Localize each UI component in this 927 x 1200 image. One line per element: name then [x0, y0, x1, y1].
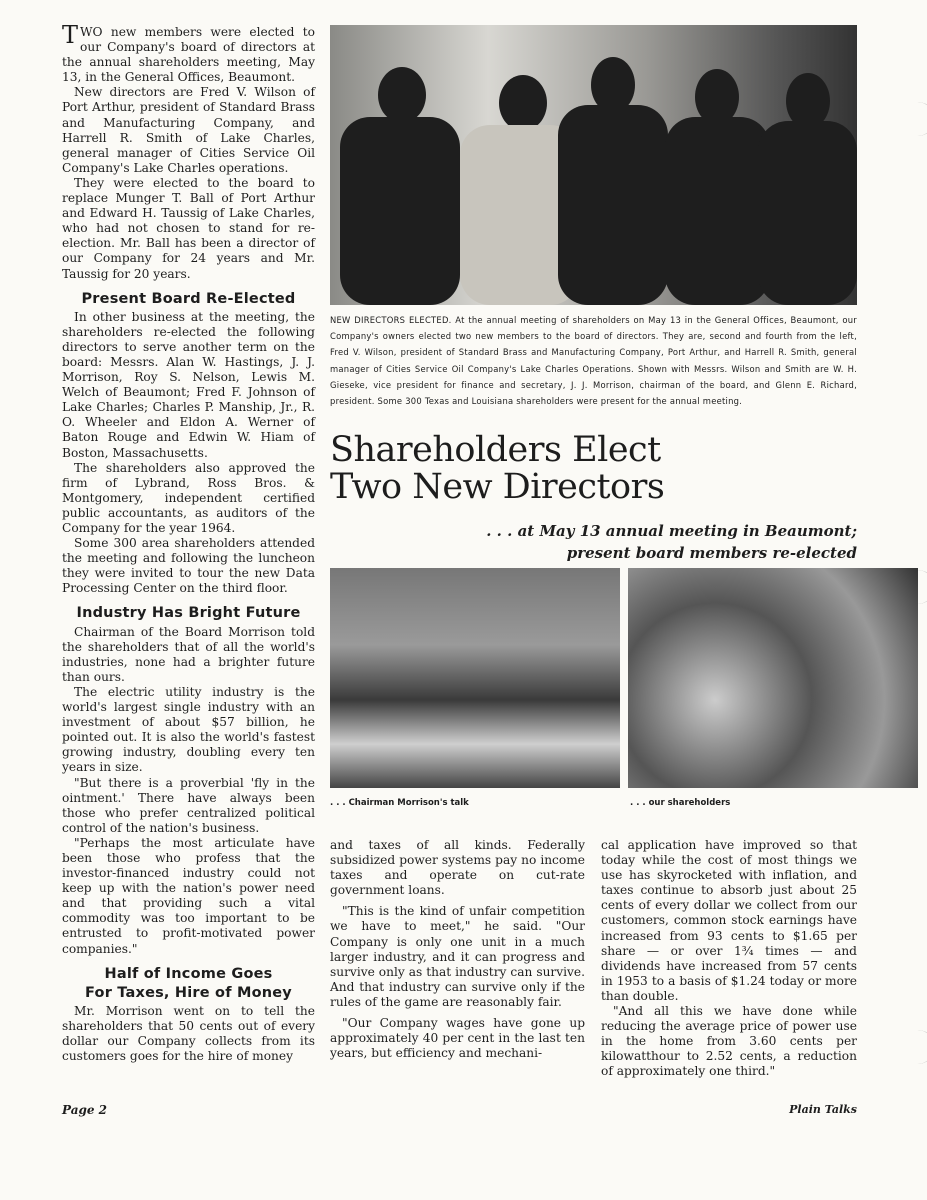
paragraph: cal application have improved so that today while the cost of most things we use has skyrocketed with inflation, and taxes continue to absorb just about 25 cents of every dollar we collect from our customers, common stock earnings have increased from 93 cents to $1.65 per share — or over 1¾ times — and dividends have increased from 57 cents in 1953 to a basis of $1.24 today or more than double. [601, 838, 857, 1003]
chairman-talk-photo [330, 568, 620, 788]
deck-line: . . . at May 13 annual meeting in Beaumont; [486, 522, 857, 540]
photo-caption: NEW DIRECTORS ELECTED. At the annual meeting of shareholders on May 13 in the General Offices, Beaumont, our Company's owners elected two new members to the board of directors. They are, second and fourth from the left, Fred V. Wilson, president of Standard Brass and Manufacturing Company, Port Arthur, and Harrell R. Smith, general manager of Cities Service Oil Company's Lake Charles Operations. Shown with Messrs. Wilson and Smith are W. H. Gieseke, vice president for finance and secretary, J. J. Morrison, chairman of the board, and Glenn E. Richard, president. Some 300 Texas and Louisiana shareholders were present for the annual meeting. [330, 315, 857, 407]
section-heading: For Taxes, Hire of Money [85, 984, 292, 1001]
section-heading: Present Board Re-Elected [81, 290, 296, 307]
intro-text: WO new members were elected to our Company's board of directors at the annual shareholders meeting, May 13, in the General Offices, Beaumont. [62, 25, 315, 85]
right-column [601, 838, 857, 1080]
paragraph: In other business at the meeting, the shareholders re-elected the following directors to serve another term on the board: Messrs. Alan W. Hastings, J. J. Morrison, Roy S. Nelson, Lewis M. Welch of Beaumont; Fred F. Johnson of Lake Charles; Charles P. Manship, Jr., R. O. Wheeler and Eldon A. Werner of Baton Rouge and Edwin W. Hiam of Boston, Massachusetts. [62, 309, 315, 460]
paragraph: New directors are Fred V. Wilson of Port Arthur, president of Standard Brass and Manufacturing Company, and Harrell R. Smith of Lake Charles, general manager of Cities Service Oil Company's Lake Charles operations. [62, 85, 315, 175]
paragraph: The electric utility industry is the world's largest single industry with an investment of about $57 billion, he pointed out. It is also the world's fastest growing industry, doubling every ten years in size. [62, 684, 315, 775]
middle-column [330, 838, 585, 1061]
paragraph: "But there is a proverbial 'fly in the ointment.' There have always been those who prefer centralized political control of the nation's business. [62, 775, 315, 835]
shareholders-photo [628, 568, 918, 788]
intro-paragraph [62, 21, 315, 85]
binder-hole [900, 102, 927, 136]
paragraph: "This is the kind of unfair competition we have to meet," he said. "Our Company is only one unit in a much larger industry, and it can progress and survive only as that industry can survive. And that industry can survive only if the rules of the game are reasonably fair. [330, 904, 585, 1009]
drop-cap: T [62, 21, 79, 49]
photo-caption: . . . our shareholders [630, 798, 731, 808]
paragraph: "And all this we have done while reducing the average price of power use in the home from 3.60 cents per kilowatthour to 2.52 cents, a reduction of approximately one third." [601, 1004, 857, 1079]
binder-hole [900, 1030, 927, 1064]
paragraph: and taxes of all kinds. Federally subsidized power systems pay no income taxes and operate on cut-rate government loans. [330, 838, 585, 898]
paragraph: "Our Company wages have gone up approximately 40 per cent in the last ten years, but efficiency and mechani- [330, 1016, 585, 1061]
paragraph: "Perhaps the most articulate have been those who profess that the investor-financed industry could not keep up with the nation's power need and that providing such a vital commodity was too important to be entrusted to profit-motivated power companies." [62, 835, 315, 956]
left-column [62, 21, 315, 1064]
headline-line: Two New Directors [330, 467, 665, 507]
page-number: Page 2 [62, 1103, 108, 1117]
paragraph: They were elected to the board to replace Munger T. Ball of Port Arthur and Edward H. Taussig of Lake Charles, who had not chosen to stand for re-election. Mr. Ball has been a director of our Company for 24 years and Mr. Taussig for 20 years. [62, 175, 315, 281]
deck [486, 520, 857, 564]
paragraph: Mr. Morrison went on to tell the shareholders that 50 cents out of every dollar our Company collects from its customers goes for the hire of money [62, 1003, 315, 1064]
photo-caption: . . . Chairman Morrison's talk [330, 798, 469, 808]
headline [330, 432, 664, 506]
section-heading: Half of Income Goes [104, 965, 273, 982]
headline-line: Shareholders Elect [330, 430, 661, 470]
directors-photo [330, 25, 857, 305]
paragraph: Some 300 area shareholders attended the meeting and following the luncheon they were invited to tour the new Data Processing Center on the third floor. [62, 536, 315, 596]
paragraph: Chairman of the Board Morrison told the shareholders that of all the world's industries, none had a brighter future than ours. [62, 624, 315, 684]
publication-name: Plain Talks [789, 1103, 857, 1116]
paragraph: The shareholders also approved the firm of Lybrand, Ross Bros. & Montgomery, independent certified public accountants, as auditors of the Company for the year 1964. [62, 460, 315, 535]
section-heading: Industry Has Bright Future [76, 605, 301, 622]
directors-silhouettes [330, 25, 857, 305]
deck-line: present board members re-elected [566, 544, 857, 562]
